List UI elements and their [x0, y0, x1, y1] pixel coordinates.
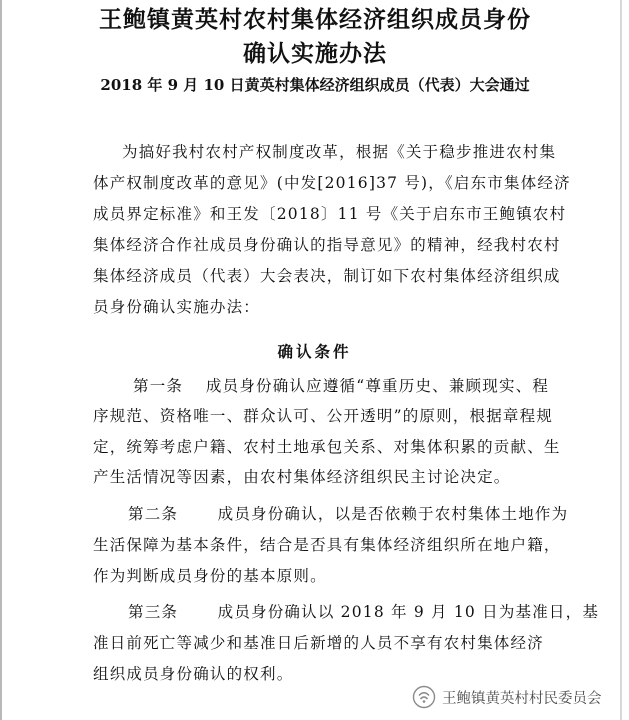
article-2-line: 作为判断成员身份的基本原则。: [93, 567, 327, 585]
article-1-line: 序规范、资格唯一、群众认可、公开透明”的原则，根据章程规: [93, 407, 554, 425]
article-2-line: 第二条 成员身份确认，以是否依赖于农村集体土地作为: [128, 505, 569, 523]
intro-line: 员身份确认实施办法：: [93, 298, 261, 316]
article-1-line: 产生活情况等因素，由农村集体经济组织民主讨论决定。: [93, 468, 511, 486]
watermark-text: 王鲍镇黄英村村民委员会: [442, 690, 602, 707]
intro-line: 为搞好我村农村产权制度改革，根据《关于稳步推进农村集: [122, 143, 557, 161]
intro-line: 集体经济合作社成员身份确认的指导意见》的精神，经我村农村: [93, 236, 561, 254]
intro-line: 集体经济成员（代表）大会表决，制订如下农村集体经济组织成: [93, 267, 561, 285]
article-3-line: 第三条 成员身份确认以 2018 年 9 月 10 日为基准日，基: [128, 603, 600, 621]
document-title-line-2: 确认实施办法: [243, 40, 387, 67]
section-heading: 确认条件: [277, 342, 352, 361]
watermark: [412, 682, 602, 712]
article-2-line: 生活保障为基本条件，结合是否具有集体经济组织所在地户籍，: [93, 536, 561, 554]
article-1-line: 第一条 成员身份确认应遵循“尊重历史、兼顾现实、程: [133, 377, 550, 395]
document-title-line-1: 王鲍镇黄英村农村集体经济组织成员身份: [99, 6, 531, 33]
intro-line: 体产权制度改革的意见》(中发[2016]37 号)，《启东市集体经济: [93, 174, 571, 192]
intro-line: 成员界定标准》和王发〔2018〕11 号《关于启东市王鲍镇农村: [93, 205, 567, 223]
article-3-line: 准日前死亡等减少和基准日后新增的人员不享有农村集体经济: [93, 634, 544, 652]
article-1-line: 定，统筹考虑户籍、农村土地承包关系、对集体积累的贡献、生: [93, 438, 561, 456]
article-3-line: 组织成员身份确认的权利。: [93, 665, 294, 683]
wechat-official-account-icon: [412, 685, 436, 709]
document-subtitle: 2018 年 9 月 10 日黄英村集体经济组织成员（代表）大会通过: [100, 76, 530, 94]
